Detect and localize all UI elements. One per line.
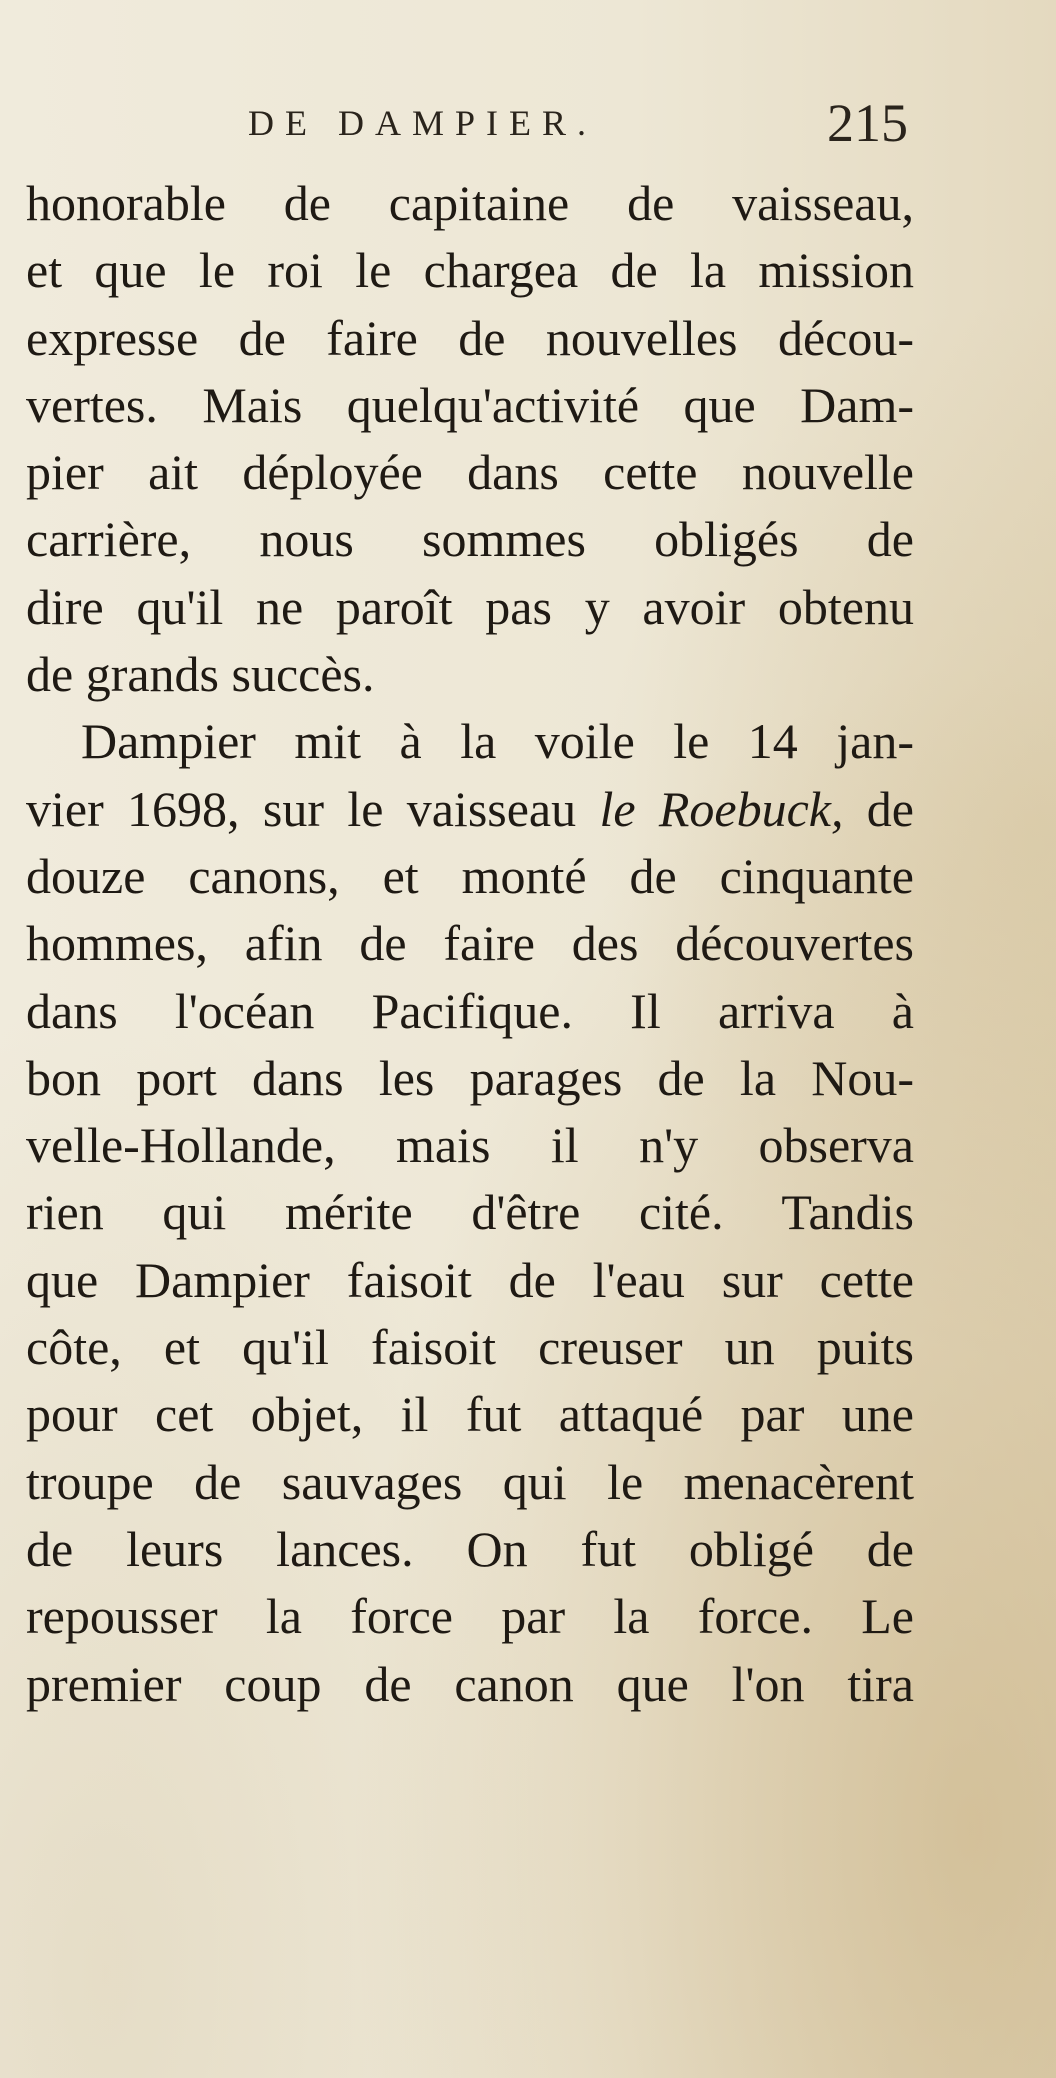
text-line: hommes, afin de faire des découvertes: [26, 915, 914, 972]
text-line: et que le roi le chargea de la mission: [26, 242, 914, 299]
text-line: carrière, nous sommes obligés de: [26, 511, 914, 568]
page-header: [248, 92, 908, 152]
text-line: rien qui mérite d'être cité. Tandis: [26, 1184, 914, 1241]
text-line: dire qu'il ne paroît pas y avoir obtenu: [26, 578, 914, 635]
text-line-ship: [26, 776, 914, 843]
text-line: honorable de capitaine de vaisseau,: [26, 175, 914, 231]
text-line: de leurs lances. On fut obligé de: [26, 1520, 914, 1577]
body-text: [26, 170, 926, 1718]
page-number: 215: [827, 93, 908, 153]
ship-line-before: vier 1698, sur le vaisseau: [26, 780, 600, 837]
text-line: côte, et qu'il faisoit creuser un puits: [26, 1319, 914, 1376]
text-line: expresse de faire de nouvelles décou-: [26, 309, 914, 366]
text-line: vertes. Mais quelqu'activité que Dam-: [26, 376, 914, 433]
text-line: de grands succès.: [26, 646, 375, 703]
text-line: velle-Hollande, mais il n'y observa: [26, 1117, 914, 1174]
text-line: douze canons, et monté de cinquante: [26, 847, 914, 904]
text-line: bon port dans les parages de la Nou-: [26, 1049, 914, 1106]
paragraph-first-line: Dampier mit à la voile le 14 jan-: [81, 713, 914, 770]
text-line: pier ait déployée dans cette nouvelle: [26, 444, 914, 501]
running-title: DE DAMPIER.: [248, 103, 598, 143]
text-line: pour cet objet, il fut attaqué par une: [26, 1386, 914, 1443]
text-line: troupe de sauvages qui le menacèrent: [26, 1453, 914, 1510]
text-line: dans l'océan Pacifique. Il arriva à: [26, 982, 914, 1039]
ship-line-after: de: [843, 780, 915, 837]
text-line: premier coup de canon que l'on tira: [26, 1655, 914, 1712]
text-line: que Dampier faisoit de l'eau sur cette: [26, 1251, 914, 1308]
ship-name: le Roebuck,: [599, 780, 844, 837]
text-line: repousser la force par la force. Le: [26, 1588, 914, 1645]
